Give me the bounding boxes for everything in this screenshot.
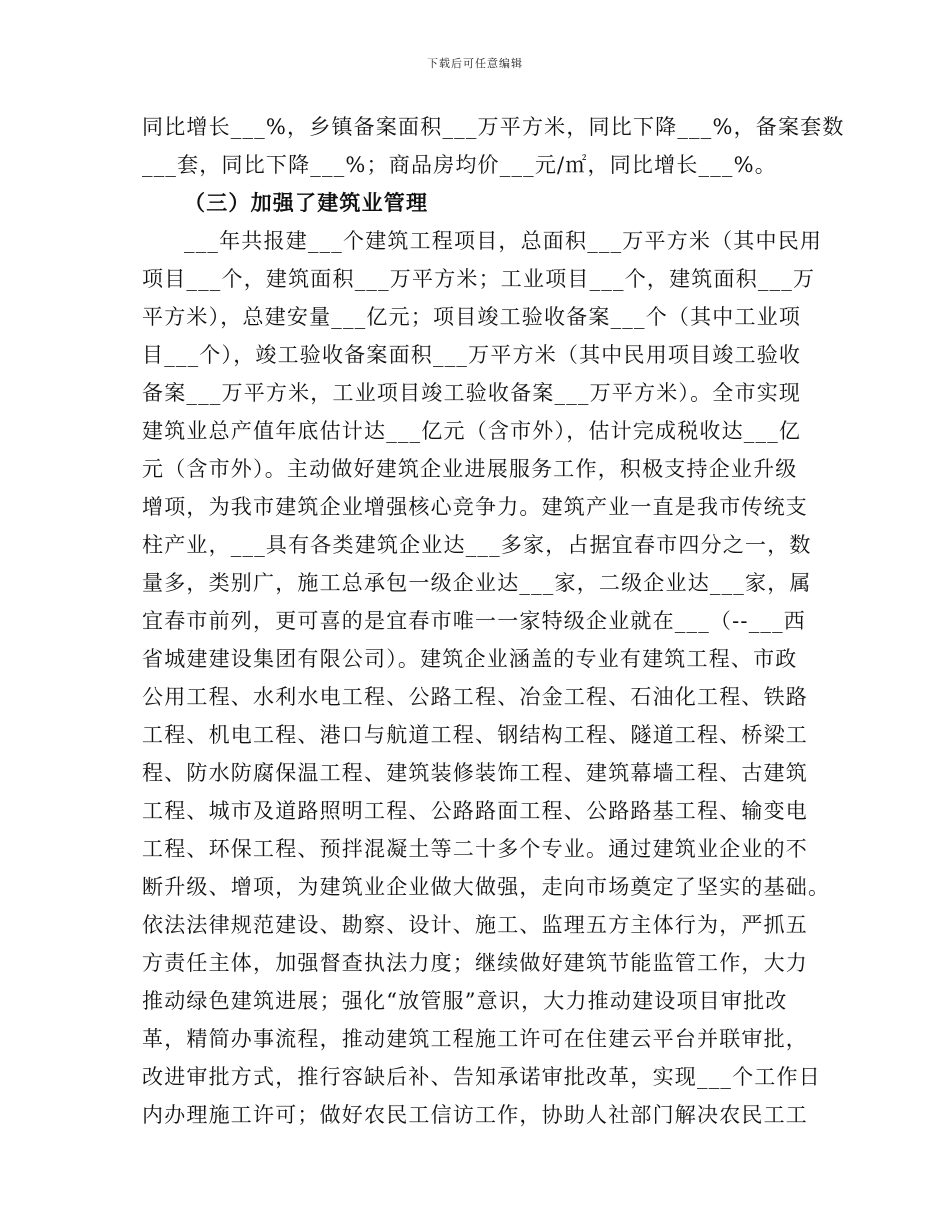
paragraph-line: 推动绿色建筑进展；强化“放管服”意识，大力推动建设项目审批改	[142, 989, 788, 1013]
paragraph-line: 增项，为我市建筑企业增强核心竞争力。建筑产业一直是我市传统支	[142, 495, 808, 519]
paragraph-line: 程、防水防腐保温工程、建筑装修装饰工程、建筑幕墙工程、古建筑	[142, 761, 808, 785]
page-header: 下载后可任意编辑	[427, 57, 523, 70]
section-heading: （三）加强了建筑业管理	[184, 190, 429, 215]
paragraph-line: 目___个），竣工验收备案面积___万平方米（其中民用项目竣工验收	[142, 343, 802, 367]
paragraph-line: 内办理施工许可；做好农民工信访工作，协助人社部门解决农民工工	[142, 1103, 808, 1127]
paragraph-line: 柱产业，___具有各类建筑企业达___多家，占据宜春市四分之一，数	[142, 533, 812, 557]
paragraph-line: 项目___个，建筑面积___万平方米；工业项目___个，建筑面积___万	[142, 267, 816, 291]
paragraph-line: ___套，同比下降___%；商品房均价___元/㎡，同比增长___%。	[142, 153, 777, 177]
paragraph-line: ___年共报建___个建筑工程项目，总面积___万平方米（其中民用	[184, 229, 823, 253]
paragraph-line: 依法法律规范建设、勘察、设计、施工、监理五方主体行为，严抓五	[142, 913, 808, 937]
paragraph-line: 平方米），总建安量___亿元；项目竣工验收备案___个（其中工业项	[142, 305, 802, 329]
paragraph-line: 同比增长___%，乡镇备案面积___万平方米，同比下降___%，备案套数	[142, 115, 845, 139]
paragraph-line: 元（含市外）。主动做好建筑企业进展服务工作，积极支持企业升级	[142, 457, 798, 481]
paragraph-line: 革，精简办事流程，推动建筑工程施工许可在住建云平台并联审批，	[142, 1027, 808, 1051]
paragraph-line: 工程、机电工程、港口与航道工程、钢结构工程、隧道工程、桥梁工	[142, 723, 808, 747]
paragraph-line: 公用工程、水利水电工程、公路工程、冶金工程、石油化工程、铁路	[142, 685, 808, 709]
paragraph-line: 省城建建设集团有限公司）。建筑企业涵盖的专业有建筑工程、市政	[142, 647, 798, 671]
paragraph-line: 方责任主体，加强督查执法力度；继续做好建筑节能监管工作，大力	[142, 951, 808, 975]
paragraph-line: 断升级、增项，为建筑业企业做大做强，走向市场奠定了坚实的基础。	[142, 875, 831, 899]
paragraph-line: 备案___万平方米，工业项目竣工验收备案___万平方米）。全市实现	[142, 381, 802, 405]
document-body	[142, 108, 845, 1134]
paragraph-line: 工程、城市及道路照明工程、公路路面工程、公路路基工程、输变电	[142, 799, 808, 823]
paragraph-line: 改进审批方式，推行容缺后补、告知承诺审批改革，实现___个工作日	[142, 1065, 821, 1089]
paragraph-line: 宜春市前列，更可喜的是宜春市唯一一家特级企业就在___（--___西	[142, 609, 806, 633]
paragraph-line: 建筑业总产值年底估计达___亿元（含市外），估计完成税收达___亿	[142, 419, 802, 443]
paragraph-line: 量多，类别广，施工总承包一级企业达___家，二级企业达___家，属	[142, 571, 812, 595]
paragraph-line: 工程、环保工程、预拌混凝土等二十多个专业。通过建筑业企业的不	[142, 837, 808, 861]
